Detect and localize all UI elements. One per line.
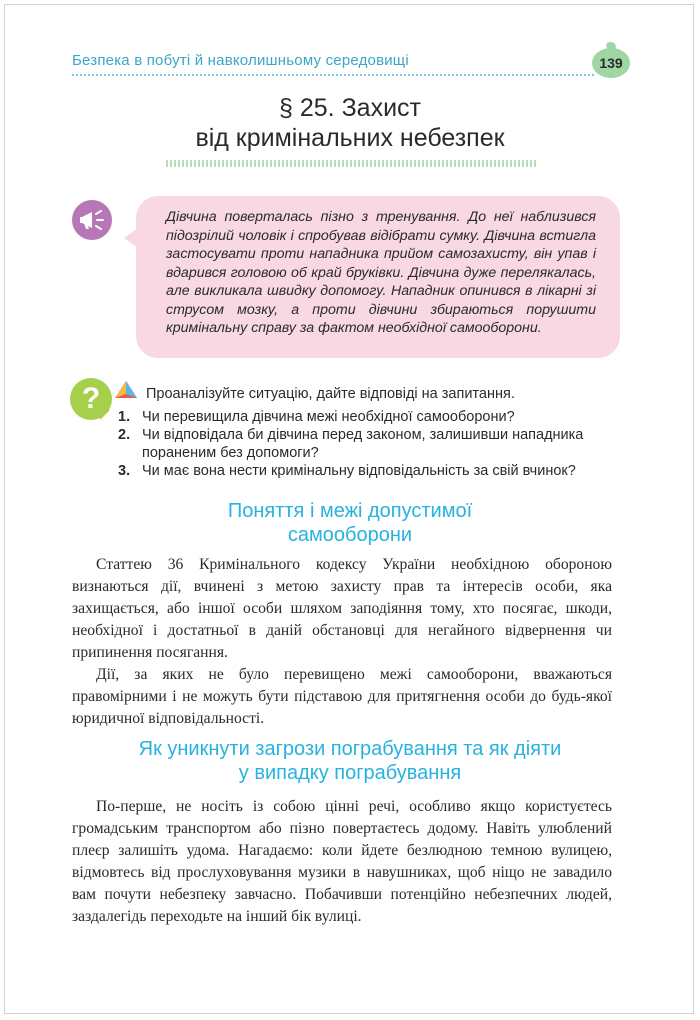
section1-heading-line2: самооборони [287,524,413,546]
question-text: Чи має вона нести кримінальну відповідальність за свій вчинок? [142,463,576,479]
situation-text: Дівчина поверталась пізно з тренування. До неї наблизився підозрілий чоловік і спробував відібрати сумку. Дівчина встигла застосувати проти нападника прийом самозахисту, він упав і вдарився головою об край бруківки. Дівчина дуже перелякалась, але викликала швидку допомогу. Нападник опинився в лікарні зі струсом мозку, а проти дівчини збираються порушити кримінальну справу за фактом необхідної самооборони. [166,209,596,336]
title-underline [166,160,536,167]
question-icon: ? [70,378,112,420]
question-item [118,408,638,426]
megaphone-icon [72,200,112,240]
question-text: Чи відповідала би дівчина перед законом, залишивши нападника пораненим без допомоги? [142,427,584,461]
pyramid-icon [114,380,138,400]
running-header: Безпека в побуті й навколишньому середовищі [72,52,409,69]
section2-heading-line2: у випадку пограбування [238,762,462,784]
questions-list [118,408,638,480]
question-number: 3. [118,463,131,479]
section1-heading-line1: Поняття і межі допустимої [227,500,473,522]
question-number: 1. [118,409,131,425]
page-title-line2: від кримінальних небезпек [195,124,505,152]
question-item [118,426,638,462]
question-number: 2. [118,427,131,443]
question-item [118,462,638,480]
situation-box [136,196,620,358]
section1-paragraph2: Дії, за яких не було перевищено межі самооборони, вважаються правомірними і не можуть бути підставою для притягнення особи до будь-якої юридичної відповідальності. [72,666,612,727]
header-rule [72,74,594,76]
section1-paragraph1: Статтею 36 Кримінального кодексу України необхідною обороною визнаються дії, вчинені з метою захисту прав та інтересів особи, яка захищається, або іншої особи шляхом заподіяння тому, хто посягає, шкоди, необхідної і достатньої в даній обстановці для негайного відвернення чи припинення посягання. [72,556,612,661]
page-number: 139 [592,48,630,78]
section2-paragraph1: По-перше, не носіть із собою цінні речі, особливо якщо користуєтесь громадським транспортом або пізно повертаєтесь додому. Навіть улюблений плеєр залишіть удома. Нагадаємо: коли йдете безлюдною темною вулицею, відмовтесь від прослуховування музики в навушниках, щоб ніщо не завадило вам почути небезпеку завчасно. Побачивши потенційно небезпечних людей, заздалегідь переходьте на інший бік вулиці. [72,798,612,925]
page-title-line1: § 25. Захист [279,94,421,122]
section2-heading-line1: Як уникнути загрози пограбування та як діяти [138,738,562,760]
question-text: Чи перевищила дівчина межі необхідної самооборони? [142,409,515,425]
questions-intro: Проаналізуйте ситуацію, дайте відповіді на запитання. [146,386,515,402]
